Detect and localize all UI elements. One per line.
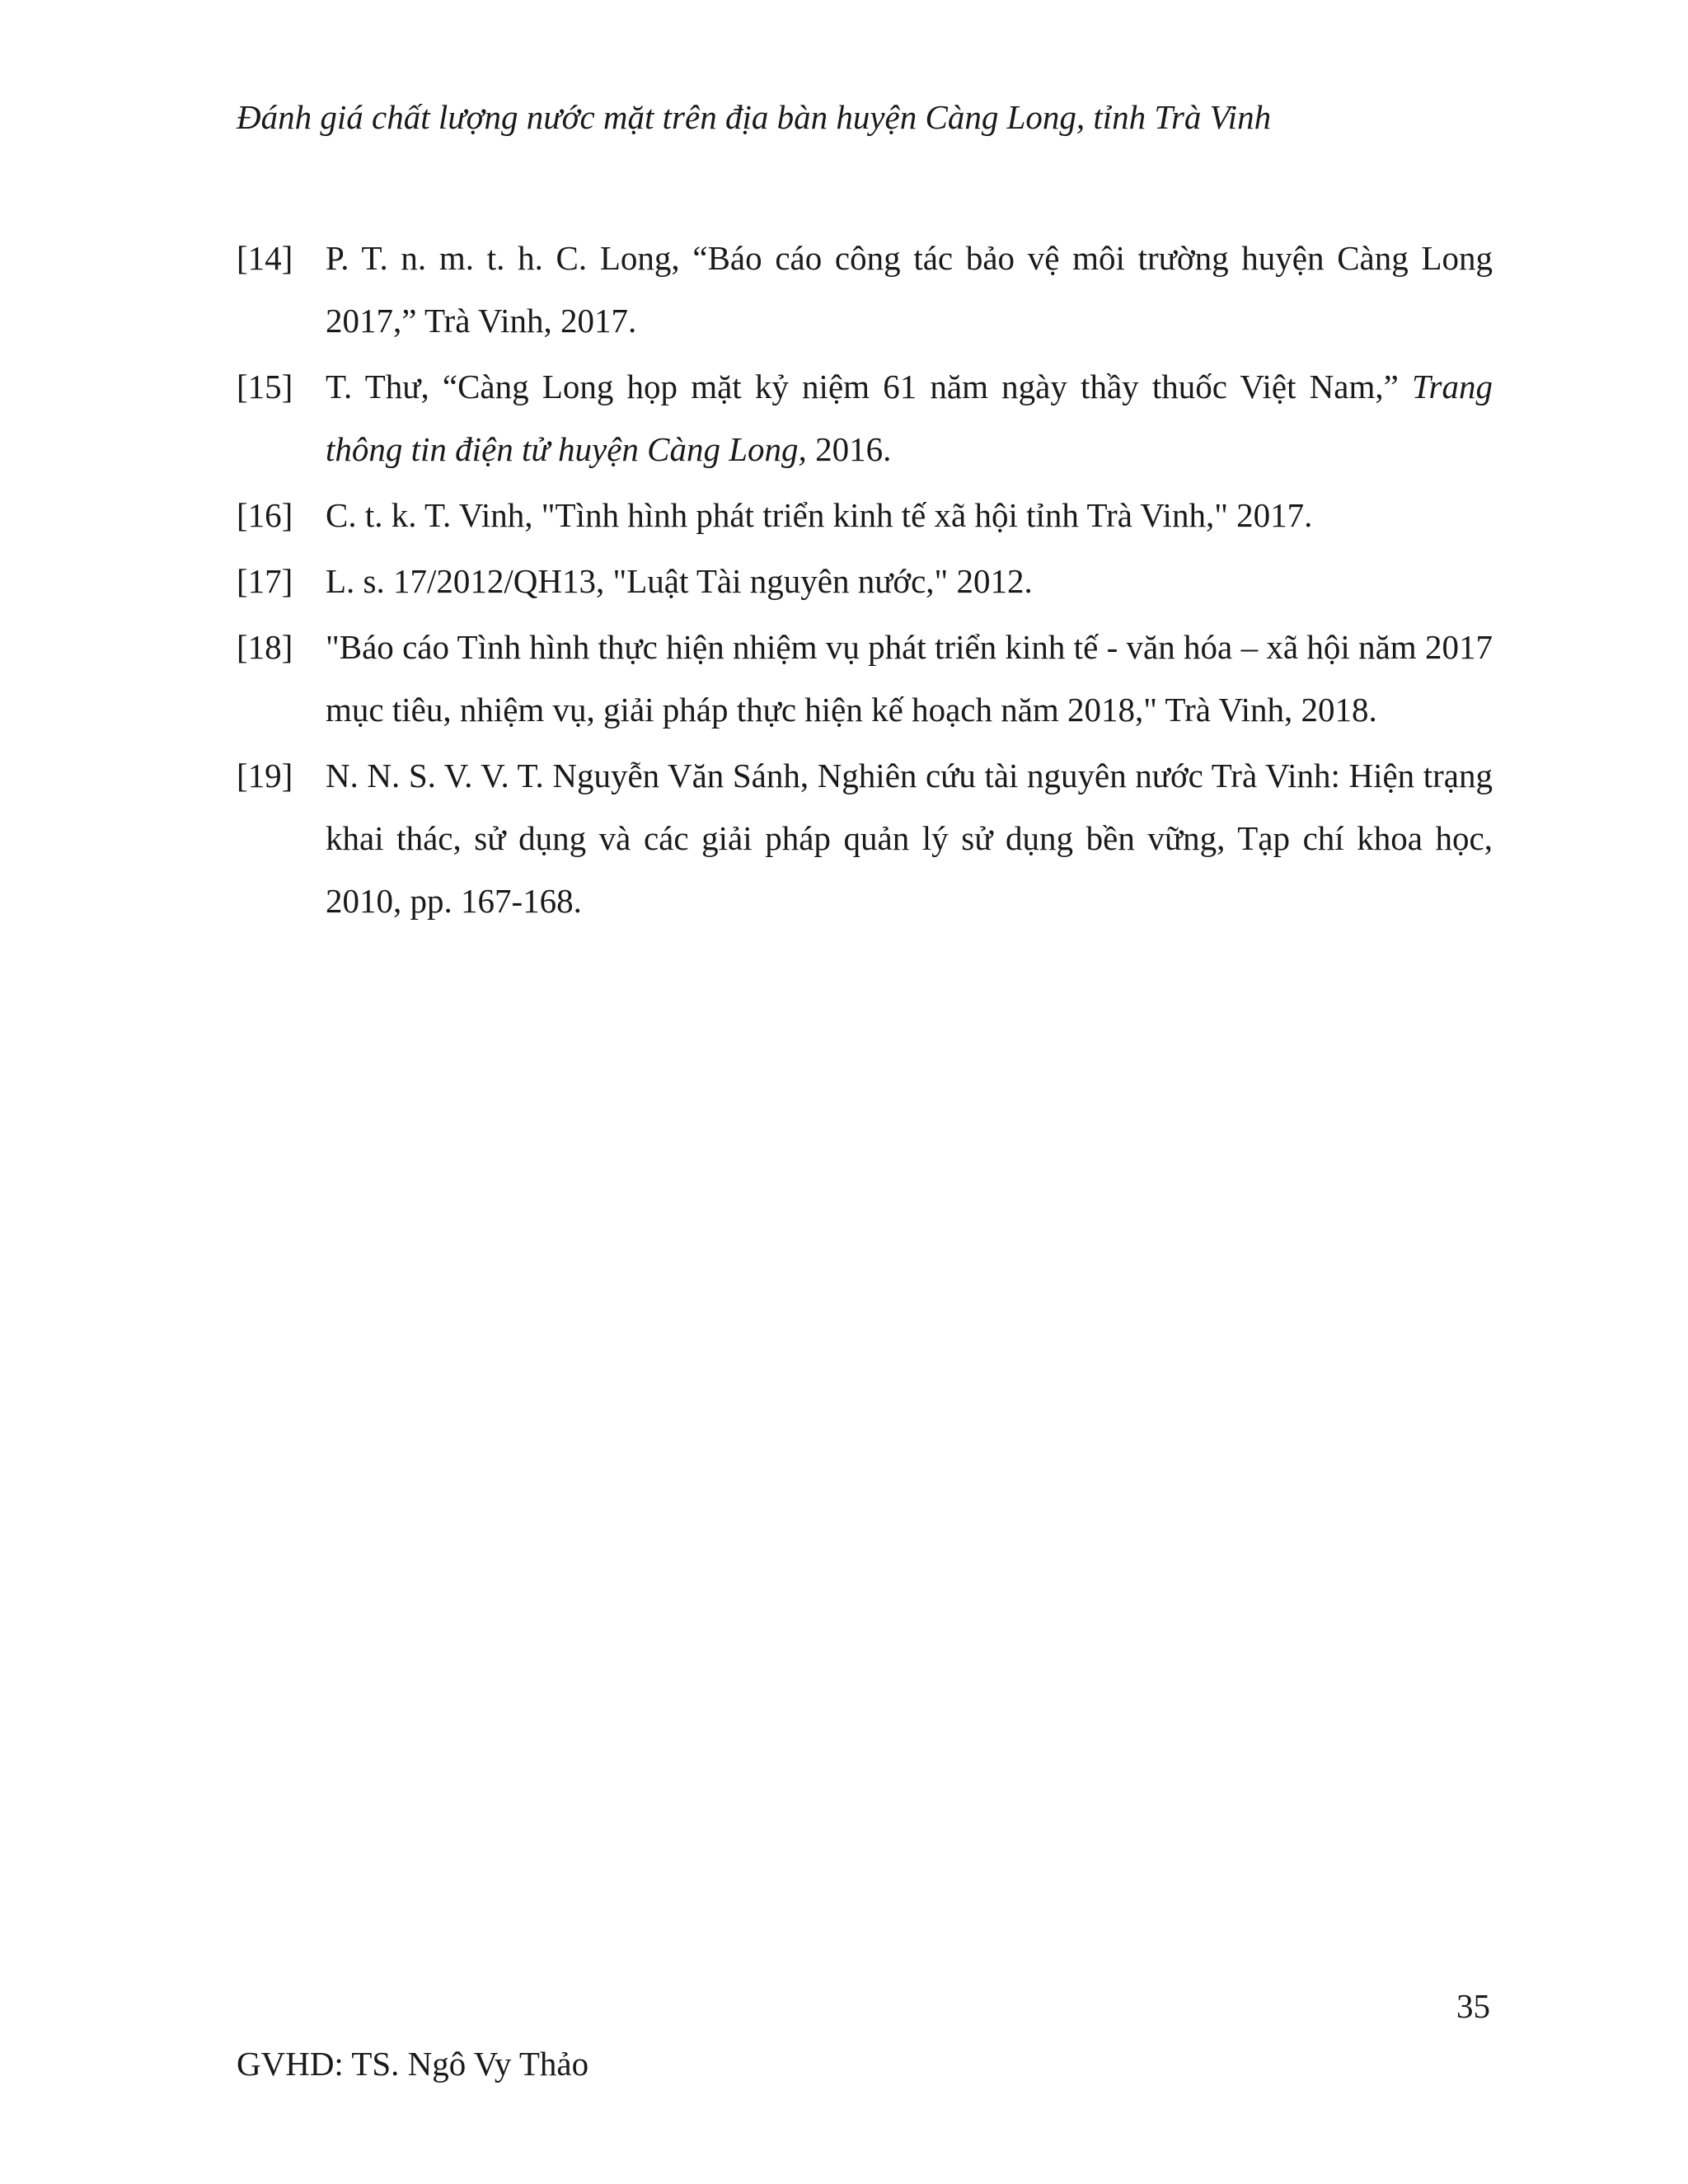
reference-text: L. s. 17/2012/QH13, "Luật Tài nguyên nước," 2012. [326, 562, 1033, 600]
reference-text-main: T. Thư, “Càng Long họp mặt kỷ niệm 61 năm ngày thầy thuốc Việt Nam,” [326, 368, 1412, 405]
reference-number: [19] [237, 757, 293, 794]
reference-item [237, 550, 1493, 612]
reference-text: P. T. n. m. t. h. C. Long, “Báo cáo công tác bảo vệ môi trường huyện Càng Long 2017,” Trà Vinh, 2017. [326, 239, 1493, 340]
reference-text-tail: 2016. [806, 430, 892, 468]
reference-text: C. t. k. T. Vinh, "Tình hình phát triển kinh tế xã hội tỉnh Trà Vinh," 2017. [326, 496, 1313, 534]
reference-text: N. N. S. V. V. T. Nguyễn Văn Sánh, Nghiên cứu tài nguyên nước Trà Vinh: Hiện trạng khai thác, sử dụng và các giải pháp quản lý sử dụng bền vững, Tạp chí khoa học, 2010, pp. 167-168. [326, 757, 1493, 920]
reference-number: [16] [237, 496, 293, 534]
reference-number: [15] [237, 368, 293, 405]
reference-item [237, 616, 1493, 741]
page-header: Đánh giá chất lượng nước mặt trên địa bàn huyện Càng Long, tỉnh Trà Vinh [237, 98, 1272, 136]
page-number: 35 [1456, 1987, 1490, 2025]
reference-item [237, 744, 1493, 932]
reference-source-italic: Trang thông tin điện tử huyện Càng Long, [326, 368, 1493, 468]
reference-text [326, 368, 1493, 468]
reference-text: "Báo cáo Tình hình thực hiện nhiệm vụ phát triển kinh tế - văn hóa – xã hội năm 2017 mục tiêu, nhiệm vụ, giải pháp thực hiện kế hoạch năm 2018," Trà Vinh, 2018. [326, 628, 1493, 729]
reference-number: [18] [237, 628, 293, 666]
reference-item [237, 355, 1493, 480]
reference-item [237, 227, 1493, 352]
footer-advisor: GVHD: TS. Ngô Vy Thảo [237, 2045, 589, 2083]
reference-number: [17] [237, 562, 293, 600]
reference-number: [14] [237, 239, 293, 277]
reference-item [237, 484, 1493, 546]
reference-list [237, 227, 1493, 935]
